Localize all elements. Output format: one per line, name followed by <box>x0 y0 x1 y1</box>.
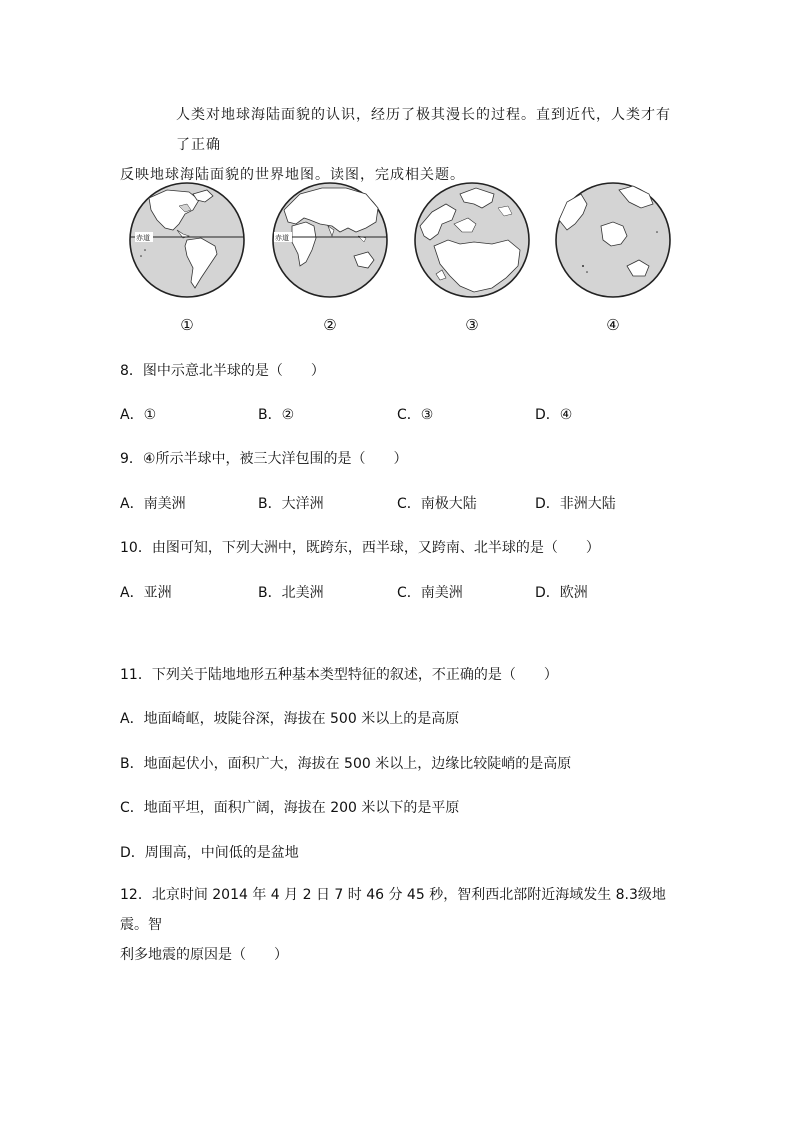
intro-paragraph <box>120 100 680 190</box>
question-9-options <box>120 493 680 515</box>
option-b: B．北美洲 <box>258 585 324 601</box>
option-d: D．欧洲 <box>535 585 588 601</box>
option-c: C．南极大陆 <box>397 496 477 512</box>
question-12 <box>120 880 680 970</box>
question-8: 8．图中示意北半球的是（ ） <box>120 363 325 379</box>
question-12-line-2: 利多地震的原因是（ ） <box>120 947 288 963</box>
option-c: C．地面平坦，面积广阔，海拔在 200 米以下的是平原 <box>120 800 460 816</box>
globe-3-label: ③ <box>465 316 479 334</box>
globe-4-label: ④ <box>606 316 620 334</box>
globe-2-label: ② <box>323 316 337 334</box>
question-9: 9．④所示半球中，被三大洋包围的是（ ） <box>120 451 408 467</box>
option-c: C．南美洲 <box>397 585 463 601</box>
option-a: A．① <box>120 407 157 423</box>
globe-figure <box>120 180 680 340</box>
option-b: B．② <box>258 407 295 423</box>
question-10: 10．由图可知，下列大洲中，既跨东，西半球，又跨南、北半球的是（ ） <box>120 540 600 556</box>
option-a: A．亚洲 <box>120 585 172 601</box>
globe-3-map <box>412 180 532 300</box>
globe-2-map <box>270 180 390 300</box>
globe-western-hemisphere <box>127 180 247 334</box>
option-b: B．大洋洲 <box>258 496 324 512</box>
intro-line-1: 人类对地球海陆面貌的认识，经历了极其漫长的过程。直到近代，人类才有了正确 <box>176 107 671 153</box>
equator-label: 赤道 <box>275 234 289 242</box>
question-10-options <box>120 582 680 604</box>
globe-eastern-hemisphere <box>270 180 390 334</box>
option-d: D．④ <box>535 407 573 423</box>
option-d: D．周围高，中间低的是盆地 <box>120 845 299 861</box>
question-12-line-1: 12．北京时间 2014 年 4 月 2 日 7 时 46 分 45 秒，智利西北部附近海域发生 8.3级地震。智 <box>120 887 666 933</box>
question-8-options <box>120 404 680 426</box>
question-11: 11．下列关于陆地地形五种基本类型特征的叙述，不正确的是（ ） <box>120 667 558 683</box>
option-c: C．③ <box>397 407 434 423</box>
globe-southern-hemisphere <box>553 180 673 334</box>
globe-1-map <box>127 180 247 300</box>
globe-1-label: ① <box>180 316 194 334</box>
option-d: D．非洲大陆 <box>535 496 616 512</box>
globe-4-map <box>553 180 673 300</box>
option-a: A．地面崎岖，坡陡谷深，海拔在 500 米以上的是高原 <box>120 711 460 727</box>
equator-label: 赤道 <box>136 234 150 242</box>
option-a: A．南美洲 <box>120 496 186 512</box>
option-b: B．地面起伏小，面积广大，海拔在 500 米以上，边缘比较陡峭的是高原 <box>120 756 572 772</box>
intro-line-2: 反映地球海陆面貌的世界地图。读图，完成相关题。 <box>120 167 465 183</box>
globe-northern-hemisphere <box>412 180 532 334</box>
